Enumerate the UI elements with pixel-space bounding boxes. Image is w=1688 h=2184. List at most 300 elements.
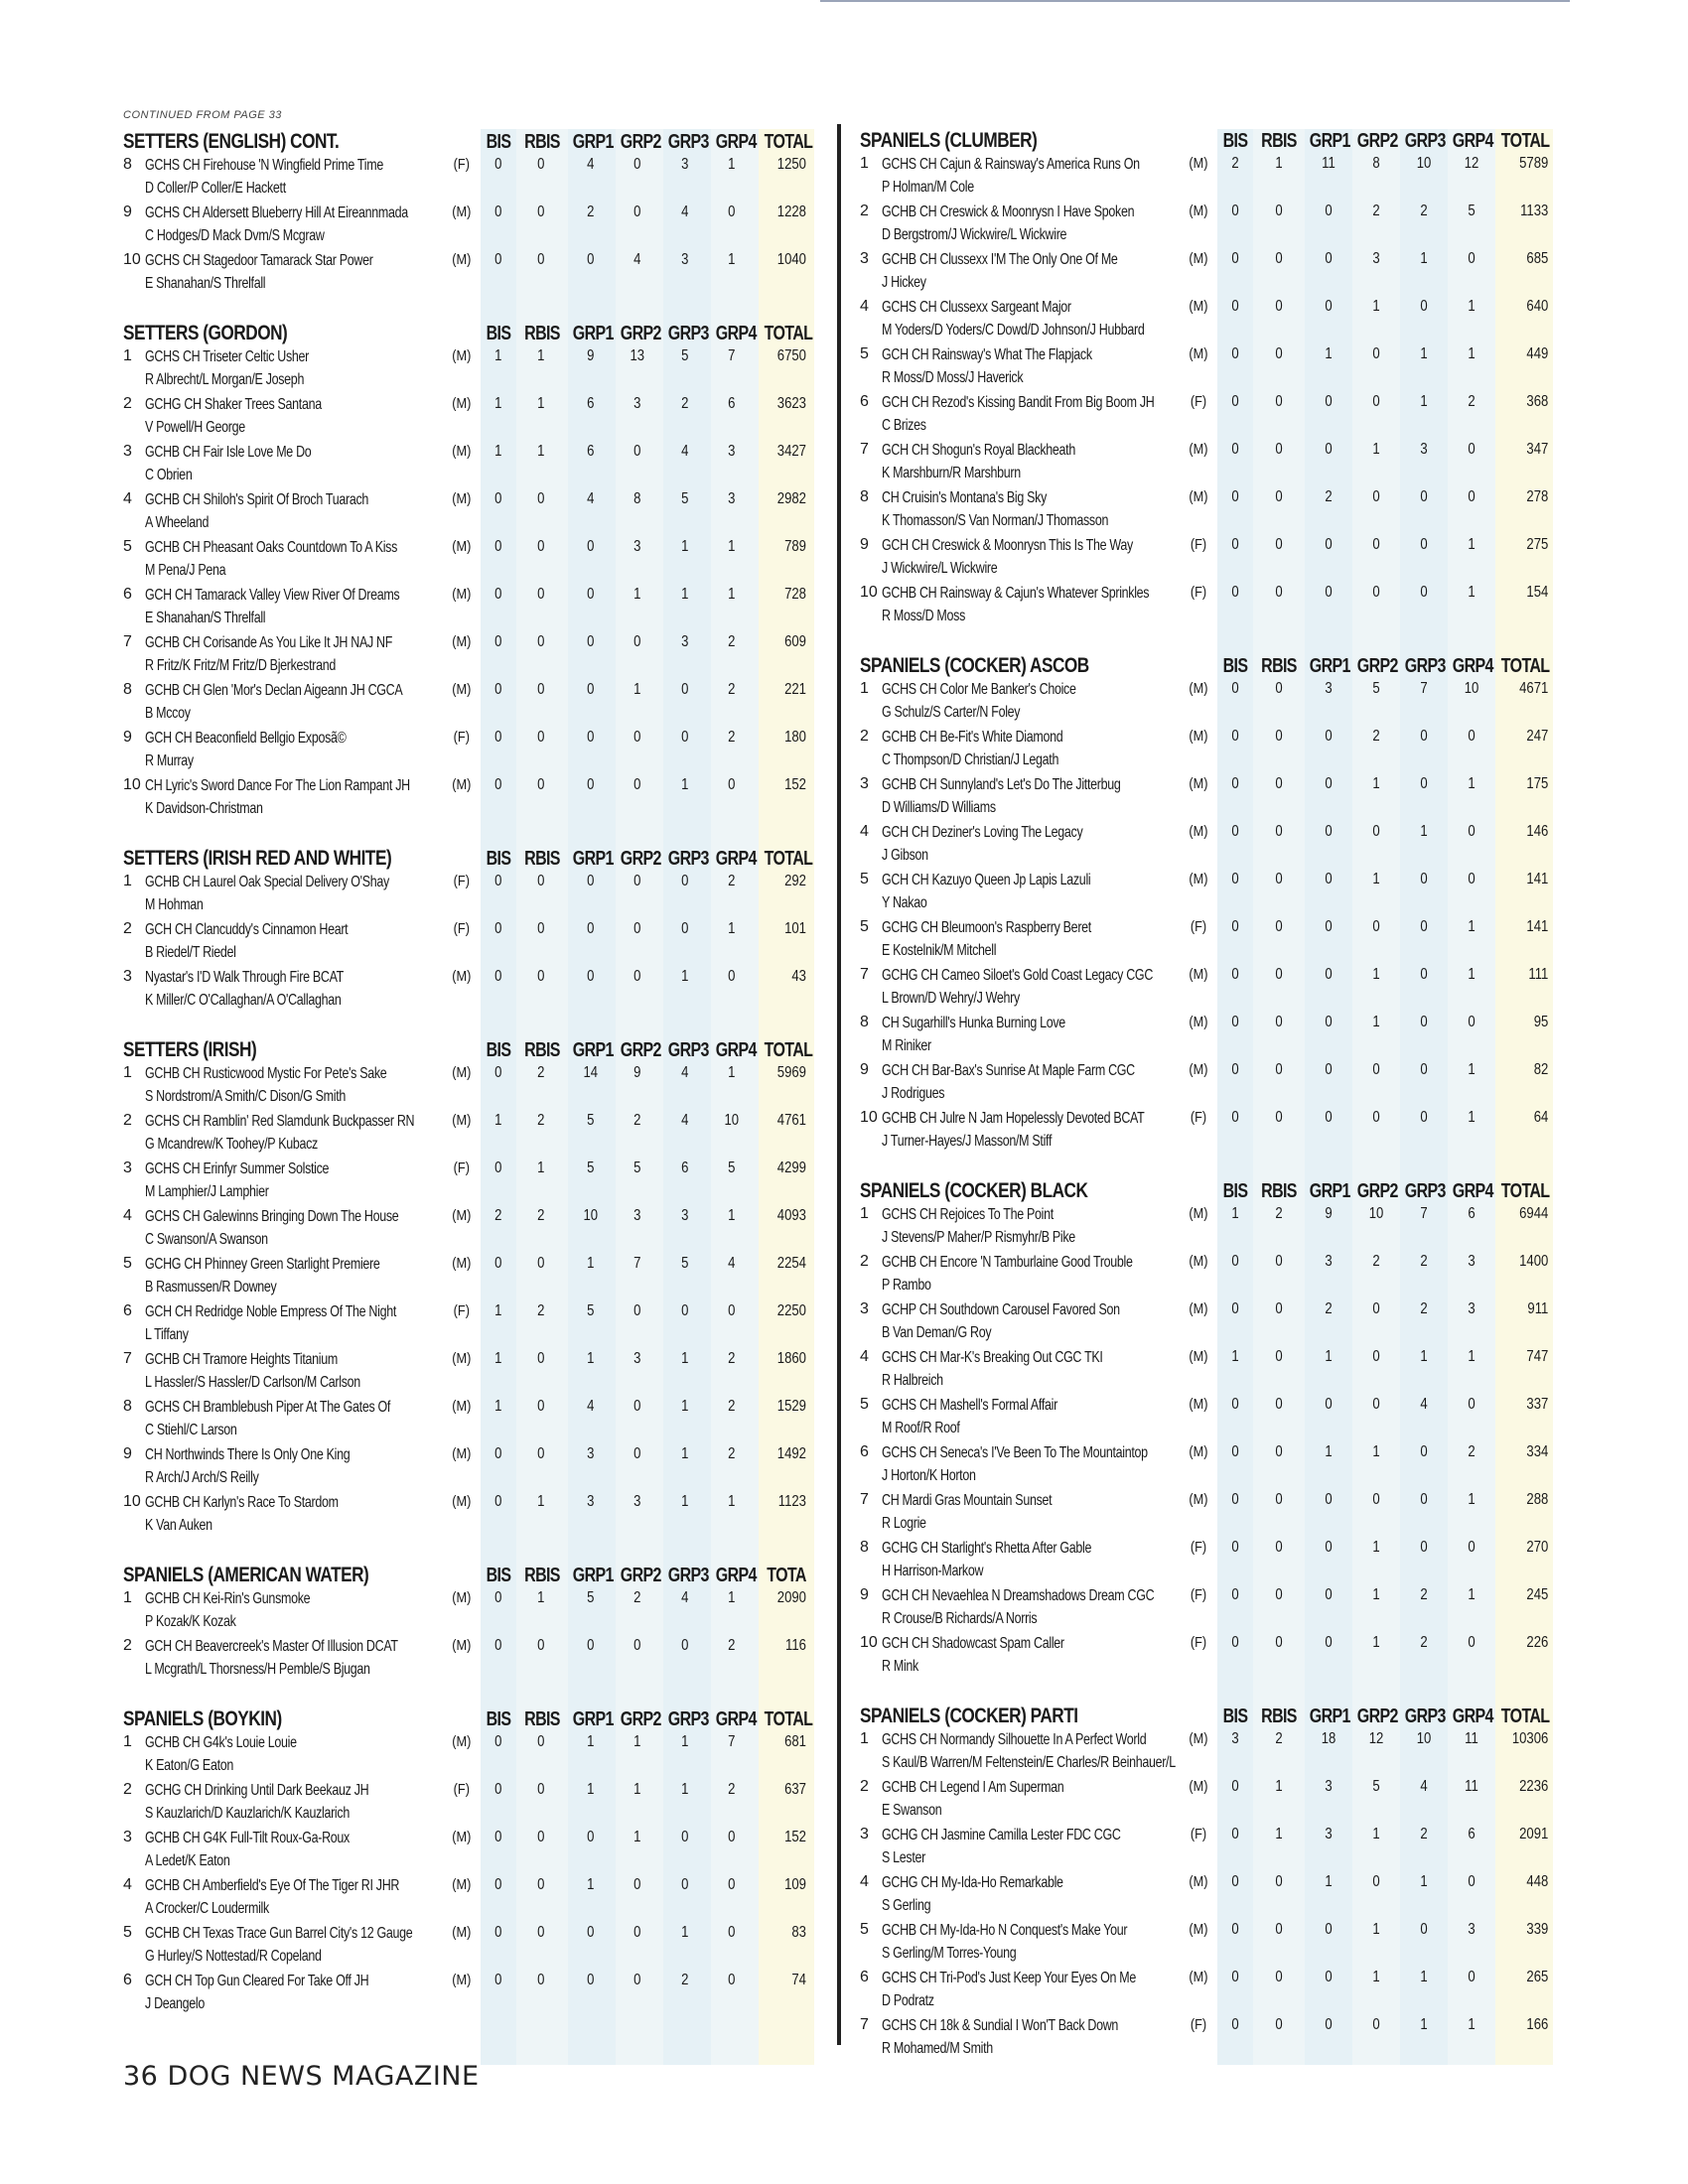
value-grp3: 1 [680, 776, 688, 793]
value-bis: 0 [493, 1493, 502, 1510]
value-grp2: 1 [1372, 441, 1380, 458]
value-bis: 0 [1231, 1539, 1239, 1556]
value-grp2: 0 [633, 776, 641, 793]
entry-text [145, 1300, 443, 1346]
value-grp2: 0 [633, 1972, 641, 1988]
value-rbis: 1 [537, 347, 545, 364]
entry-main [123, 584, 443, 629]
value-bis: 0 [1231, 203, 1239, 219]
owner-names: S Nordstrom/A Smith/C Dison/G Smith [145, 1088, 346, 1105]
entry-sex: (M) [452, 251, 472, 268]
owner-names: R Mohamed/M Smith [882, 2040, 993, 2057]
dog-name: Nyastar's I'D Walk Through Fire BCAT [145, 969, 344, 986]
dog-name: GCHB CH Encore 'N Tamburlaine Good Trouble [882, 1254, 1133, 1271]
value-rbis: 0 [537, 681, 545, 698]
entry-sex: (M) [452, 1876, 472, 1893]
ranking-entry [123, 1110, 816, 1158]
value-grp3: 2 [1420, 1634, 1428, 1651]
dog-name: GCHS CH 18k & Sundial I Won'T Back Down [882, 2017, 1119, 2034]
entry-main [860, 1967, 1180, 2012]
owner-names: C Thompson/D Christian/J Legath [882, 751, 1059, 768]
value-grp1: 0 [586, 586, 595, 603]
value-grp4: 3 [728, 443, 736, 460]
owner-names: J Horton/K Horton [882, 1467, 976, 1484]
value-bis: 0 [493, 729, 502, 746]
entry-main [860, 1441, 1180, 1487]
breed-section [123, 843, 816, 1014]
value-total: 4761 [776, 1112, 806, 1129]
value-bis: 0 [493, 1160, 502, 1176]
value-grp1: 6 [586, 395, 595, 412]
value-grp3: 0 [680, 920, 688, 937]
dog-name: GCHB CH Amberfield's Eye Of The Tiger RI JHR [145, 1877, 400, 1894]
entry-text [882, 1298, 1180, 1344]
value-total: 278 [1526, 488, 1549, 505]
owner-names: J Turner-Hayes/J Masson/M Stiff [882, 1133, 1053, 1150]
dog-name: GCHB CH Rusticwood Mystic For Pete's Sake [145, 1065, 387, 1082]
value-grp1: 0 [586, 1924, 595, 1941]
entry-text [882, 439, 1180, 484]
value-total: 334 [1526, 1443, 1549, 1460]
value-rbis: 2 [1275, 1730, 1283, 1747]
entry-sex: (M) [1189, 345, 1208, 362]
value-grp1: 0 [1325, 1921, 1333, 1938]
value-grp4: 0 [1468, 1634, 1476, 1651]
header-grp4: GRP4 [715, 848, 757, 870]
value-grp2: 1 [1372, 298, 1380, 315]
value-bis: 1 [493, 395, 502, 412]
value-rbis: 0 [1275, 966, 1283, 983]
entry-main [123, 918, 443, 964]
value-grp2: 2 [633, 1112, 641, 1129]
value-total: 1133 [1520, 203, 1549, 219]
value-rbis: 0 [1275, 1061, 1283, 1078]
value-rbis: 0 [537, 1637, 545, 1654]
value-total: 6944 [1519, 1205, 1549, 1222]
value-grp1: 0 [1325, 918, 1333, 935]
header-grp1: GRP1 [1309, 1180, 1350, 1202]
value-grp3: 2 [1420, 1586, 1428, 1603]
value-grp4: 4 [728, 1255, 736, 1272]
value-grp2: 0 [1372, 918, 1380, 935]
value-rbis: 0 [1275, 1873, 1283, 1890]
value-grp3: 4 [680, 204, 688, 220]
breed-section [860, 1701, 1565, 2062]
header-grp2: GRP2 [620, 1565, 661, 1586]
value-total: 4299 [776, 1160, 806, 1176]
entry-main [123, 1253, 443, 1298]
value-bis: 1 [1231, 1205, 1239, 1222]
entry-text [882, 869, 1180, 914]
value-grp2: 0 [633, 1398, 641, 1415]
entry-rank: 4 [123, 1207, 132, 1224]
owner-names: K Thomasson/S Van Norman/J Thomasson [882, 512, 1109, 529]
value-total: 368 [1526, 393, 1549, 410]
value-grp1: 1 [1325, 1443, 1333, 1460]
entry-rank: 1 [123, 1589, 132, 1606]
dog-name: GCHB CH Texas Trace Gun Barrel City's 12 Gauge [145, 1925, 413, 1942]
value-grp3: 0 [1420, 1443, 1428, 1460]
value-rbis: 0 [1275, 823, 1283, 840]
entry-sex: (M) [452, 204, 472, 220]
value-grp2: 9 [633, 1064, 641, 1081]
entry-sex: (M) [452, 1493, 472, 1510]
value-grp4: 0 [728, 1972, 736, 1988]
entry-main [860, 296, 1180, 341]
value-total: 681 [783, 1733, 806, 1750]
value-rbis: 0 [537, 586, 545, 603]
entry-rank: 10 [123, 776, 141, 793]
owner-names: D Podratz [882, 1992, 934, 2009]
entry-text [145, 1874, 443, 1920]
value-grp4: 1 [1468, 345, 1476, 362]
entry-rank: 5 [123, 538, 132, 555]
value-bis: 0 [493, 873, 502, 889]
entry-text [882, 248, 1180, 294]
entry-text [882, 153, 1180, 199]
entry-sex: (F) [1190, 1539, 1207, 1556]
value-grp2: 0 [633, 1445, 641, 1462]
value-rbis: 2 [1275, 1205, 1283, 1222]
value-grp4: 2 [728, 1350, 736, 1367]
entry-main [860, 486, 1180, 532]
owner-names: E Shanahan/S Threlfall [145, 275, 266, 292]
value-total: 221 [783, 681, 806, 698]
value-grp4: 2 [728, 633, 736, 650]
value-grp2: 0 [1372, 2016, 1380, 2033]
value-grp4: 1 [728, 1064, 736, 1081]
value-total: 64 [1533, 1109, 1549, 1126]
header-grp3: GRP3 [667, 1039, 709, 1061]
dog-name: CH Cruisin's Montana's Big Sky [882, 489, 1048, 506]
value-grp3: 0 [680, 1876, 688, 1893]
value-total: 180 [783, 729, 806, 746]
dog-name: GCHG CH Starlight's Rhetta After Gable [882, 1540, 1092, 1557]
entry-sex: (M) [1189, 1061, 1208, 1078]
entry-main [123, 1158, 443, 1203]
entry-sex: (M) [1189, 1443, 1208, 1460]
entry-text [882, 391, 1180, 437]
breed-section [123, 126, 816, 297]
value-grp2: 1 [1372, 1969, 1380, 1985]
entry-rank: 2 [123, 395, 132, 412]
value-grp4: 10 [1464, 680, 1479, 697]
breed-section [123, 318, 816, 822]
right-column [860, 125, 1565, 2083]
value-total: 109 [783, 1876, 806, 1893]
value-rbis: 0 [537, 251, 545, 268]
value-total: 226 [1526, 1634, 1549, 1651]
entry-sex: (M) [452, 1829, 472, 1845]
value-grp4: 0 [728, 1924, 736, 1941]
value-grp1: 14 [583, 1064, 598, 1081]
entry-sex: (F) [1190, 536, 1207, 553]
dog-name: GCHG CH Shaker Trees Santana [145, 396, 322, 413]
entry-main [860, 343, 1180, 389]
value-grp2: 0 [633, 156, 641, 173]
value-grp3: 1 [680, 1781, 688, 1798]
value-bis: 0 [1231, 1969, 1239, 1985]
entry-main [860, 869, 1180, 914]
entry-main [123, 202, 443, 247]
entry-main [860, 1394, 1180, 1439]
value-grp1: 3 [1325, 1778, 1333, 1795]
section-header [860, 1175, 1565, 1203]
ranking-entry [123, 1635, 816, 1683]
value-grp1: 18 [1321, 1730, 1336, 1747]
value-grp1: 0 [586, 776, 595, 793]
value-grp2: 0 [1372, 1873, 1380, 1890]
value-bis: 1 [493, 1112, 502, 1129]
value-bis: 0 [1231, 298, 1239, 315]
owner-names: D Bergstrom/J Wickwire/L Wickwire [882, 226, 1067, 243]
ranking-entry [860, 343, 1565, 391]
value-grp3: 3 [680, 633, 688, 650]
value-grp3: 0 [1420, 1109, 1428, 1126]
dog-name: GCHS CH Color Me Banker's Choice [882, 681, 1076, 698]
value-grp2: 3 [633, 1207, 641, 1224]
owner-names: E Kostelnik/M Mitchell [882, 942, 997, 959]
value-grp2: 1 [633, 1829, 641, 1845]
entry-rank: 1 [860, 1730, 869, 1747]
entry-sex: (M) [1189, 1300, 1208, 1317]
value-grp4: 1 [1468, 1109, 1476, 1126]
value-total: 1400 [1519, 1253, 1549, 1270]
value-grp1: 0 [586, 1972, 595, 1988]
header-bis: BIS [486, 323, 511, 344]
dog-name: CH Northwinds There Is Only One King [145, 1446, 351, 1463]
entry-main [123, 345, 443, 391]
value-bis: 1 [493, 1302, 502, 1319]
entry-text [145, 1110, 443, 1156]
entry-main [123, 727, 443, 772]
value-grp1: 0 [1325, 728, 1333, 745]
entry-rank: 3 [860, 1300, 869, 1317]
section-title: SETTERS (IRISH RED AND WHITE) [123, 847, 392, 870]
ranking-entry [123, 631, 816, 679]
value-bis: 0 [1231, 775, 1239, 792]
entry-text [145, 249, 443, 295]
value-rbis: 1 [537, 1493, 545, 1510]
value-grp4: 0 [1468, 441, 1476, 458]
entry-rank: 7 [860, 966, 869, 983]
entry-sex: (M) [452, 1445, 472, 1462]
entry-rank: 8 [860, 1539, 869, 1556]
value-grp3: 0 [1420, 775, 1428, 792]
entry-sex: (M) [452, 681, 472, 698]
dog-name: GCH CH Bar-Bax's Sunrise At Maple Farm CGC [882, 1062, 1135, 1079]
value-grp4: 0 [1468, 823, 1476, 840]
owner-names: S Kaul/B Warren/M Feltenstein/E Charles/R Beinhauer/L [882, 1754, 1176, 1771]
value-grp1: 2 [1325, 488, 1333, 505]
entry-text [882, 916, 1180, 962]
value-grp2: 1 [1372, 775, 1380, 792]
ranking-entry [860, 201, 1565, 248]
value-grp4: 1 [1468, 966, 1476, 983]
value-grp3: 1 [680, 968, 688, 985]
value-grp2: 2 [1372, 728, 1380, 745]
dog-name: GCH CH Redridge Noble Empress Of The Night [145, 1303, 397, 1320]
value-bis: 0 [1231, 1491, 1239, 1508]
value-total: 152 [783, 776, 806, 793]
entry-rank: 7 [123, 1350, 132, 1367]
value-total: 685 [1526, 250, 1549, 267]
value-grp2: 3 [1372, 250, 1380, 267]
value-total: 448 [1526, 1873, 1549, 1890]
dog-name: GCHB CH Glen 'Mor's Declan Aigeann JH CGCA [145, 682, 403, 699]
entry-sex: (M) [452, 490, 472, 507]
entry-rank: 3 [123, 968, 132, 985]
value-rbis: 1 [537, 1589, 545, 1606]
entry-text [882, 296, 1180, 341]
value-bis: 0 [1231, 728, 1239, 745]
value-grp1: 0 [1325, 1109, 1333, 1126]
owner-names: J Gibson [882, 847, 928, 864]
value-grp2: 1 [1372, 1826, 1380, 1843]
entry-main [123, 441, 443, 486]
value-total: 5969 [776, 1064, 806, 1081]
value-grp4: 2 [728, 1445, 736, 1462]
owner-names: M Yoders/D Yoders/C Dowd/D Johnson/J Hubbard [882, 322, 1145, 339]
ranking-entry [860, 1346, 1565, 1394]
value-rbis: 0 [1275, 1014, 1283, 1030]
entry-main [860, 201, 1180, 246]
value-total: 609 [783, 633, 806, 650]
entry-main [860, 821, 1180, 867]
entry-text [882, 486, 1180, 532]
value-rbis: 0 [537, 776, 545, 793]
entry-rank: 7 [123, 633, 132, 650]
value-rbis: 0 [1275, 728, 1283, 745]
value-total: 82 [1533, 1061, 1549, 1078]
value-rbis: 0 [1275, 680, 1283, 697]
value-total: 449 [1526, 345, 1549, 362]
value-bis: 1 [493, 1350, 502, 1367]
entry-rank: 6 [860, 393, 869, 410]
value-bis: 0 [493, 1733, 502, 1750]
ranking-entry [860, 296, 1565, 343]
owner-names: C Stiehl/C Larson [145, 1422, 237, 1438]
entry-text [145, 1396, 443, 1441]
header-total: TOTAL [764, 1708, 813, 1730]
entry-rank: 6 [123, 1302, 132, 1319]
ranking-entry [860, 1776, 1565, 1824]
value-grp3: 1 [680, 538, 688, 555]
value-rbis: 2 [537, 1302, 545, 1319]
entry-sex: (F) [453, 156, 470, 173]
value-grp4: 1 [728, 538, 736, 555]
owner-names: R Mink [882, 1658, 918, 1675]
ranking-entry [123, 1158, 816, 1205]
section-header [860, 1701, 1565, 1728]
value-grp3: 2 [1420, 1300, 1428, 1317]
entry-rank: 2 [123, 1112, 132, 1129]
entry-sex: (M) [1189, 1730, 1208, 1747]
value-bis: 0 [1231, 1109, 1239, 1126]
value-grp4: 1 [728, 586, 736, 603]
owner-names: V Powell/H George [145, 419, 245, 436]
value-grp4: 0 [1468, 728, 1476, 745]
entry-main [860, 153, 1180, 199]
value-total: 2254 [776, 1255, 806, 1272]
owner-names: M Pena/J Pena [145, 562, 226, 579]
value-grp1: 2 [1325, 1300, 1333, 1317]
value-total: 95 [1533, 1014, 1549, 1030]
entry-rank: 6 [123, 586, 132, 603]
dog-name: GCHP CH Southdown Carousel Favored Son [882, 1301, 1120, 1318]
value-grp4: 11 [1465, 1778, 1478, 1795]
entry-sex: (M) [1189, 1253, 1208, 1270]
dog-name: GCHS CH Cajun & Rainsway's America Runs On [882, 156, 1140, 173]
entry-sex: (M) [452, 1255, 472, 1272]
entry-sex: (F) [1190, 1586, 1207, 1603]
header-bis: BIS [1222, 130, 1248, 152]
dog-name: GCHS CH Erinfyr Summer Solstice [145, 1160, 330, 1177]
entry-text [145, 488, 443, 534]
entry-sex: (M) [1189, 680, 1208, 697]
value-grp1: 3 [1325, 680, 1333, 697]
section-title: SPANIELS (COCKER) PARTI [860, 1705, 1078, 1727]
dog-name: GCHB CH G4K Full-Tilt Roux-Ga-Roux [145, 1830, 350, 1846]
owner-names: P Holman/M Cole [882, 179, 974, 196]
value-bis: 0 [1231, 1826, 1239, 1843]
entry-sex: (M) [452, 633, 472, 650]
value-bis: 0 [1231, 250, 1239, 267]
section-header [123, 1704, 816, 1731]
dog-name: GCHB CH Kei-Rin's Gunsmoke [145, 1590, 311, 1607]
ranking-entry [860, 153, 1565, 201]
value-grp2: 12 [1368, 1730, 1384, 1747]
owner-names: E Swanson [882, 1802, 942, 1819]
breed-section [123, 1704, 816, 2017]
header-rbis: RBIS [524, 131, 560, 153]
value-grp1: 0 [1325, 1634, 1333, 1651]
value-grp4: 2 [1468, 393, 1476, 410]
entry-text [882, 1584, 1180, 1630]
value-grp3: 0 [1420, 966, 1428, 983]
entry-rank: 8 [860, 1014, 869, 1030]
value-grp1: 11 [1322, 155, 1336, 172]
entry-main [860, 1298, 1180, 1344]
value-grp4: 0 [1468, 1969, 1476, 1985]
value-grp1: 0 [1325, 584, 1333, 601]
entry-main [123, 488, 443, 534]
entry-sex: (M) [1189, 155, 1208, 172]
value-grp4: 3 [728, 490, 736, 507]
header-total: TOTA [767, 1565, 806, 1586]
value-grp4: 0 [728, 1829, 736, 1845]
entry-sex: (F) [1190, 1109, 1207, 1126]
entry-rank: 10 [123, 251, 141, 268]
value-grp4: 0 [728, 1302, 736, 1319]
value-grp4: 2 [1468, 1443, 1476, 1460]
value-grp3: 4 [680, 1064, 688, 1081]
entry-sex: (M) [452, 443, 472, 460]
value-grp1: 5 [586, 1589, 595, 1606]
value-grp1: 4 [586, 490, 595, 507]
dog-name: GCHS CH Seneca's I'Ve Been To The Mountaintop [882, 1444, 1148, 1461]
dog-name: GCH CH Nevaehlea N Dreamshadows Dream CGC [882, 1587, 1155, 1604]
entry-main [860, 1107, 1180, 1153]
value-grp1: 0 [586, 873, 595, 889]
entry-rank: 1 [123, 1733, 132, 1750]
entry-rank: 8 [123, 1398, 132, 1415]
ranking-entry [123, 584, 816, 631]
value-grp4: 0 [1468, 1873, 1476, 1890]
value-grp1: 0 [586, 251, 595, 268]
header-grp3: GRP3 [1404, 655, 1446, 677]
value-rbis: 0 [1275, 775, 1283, 792]
